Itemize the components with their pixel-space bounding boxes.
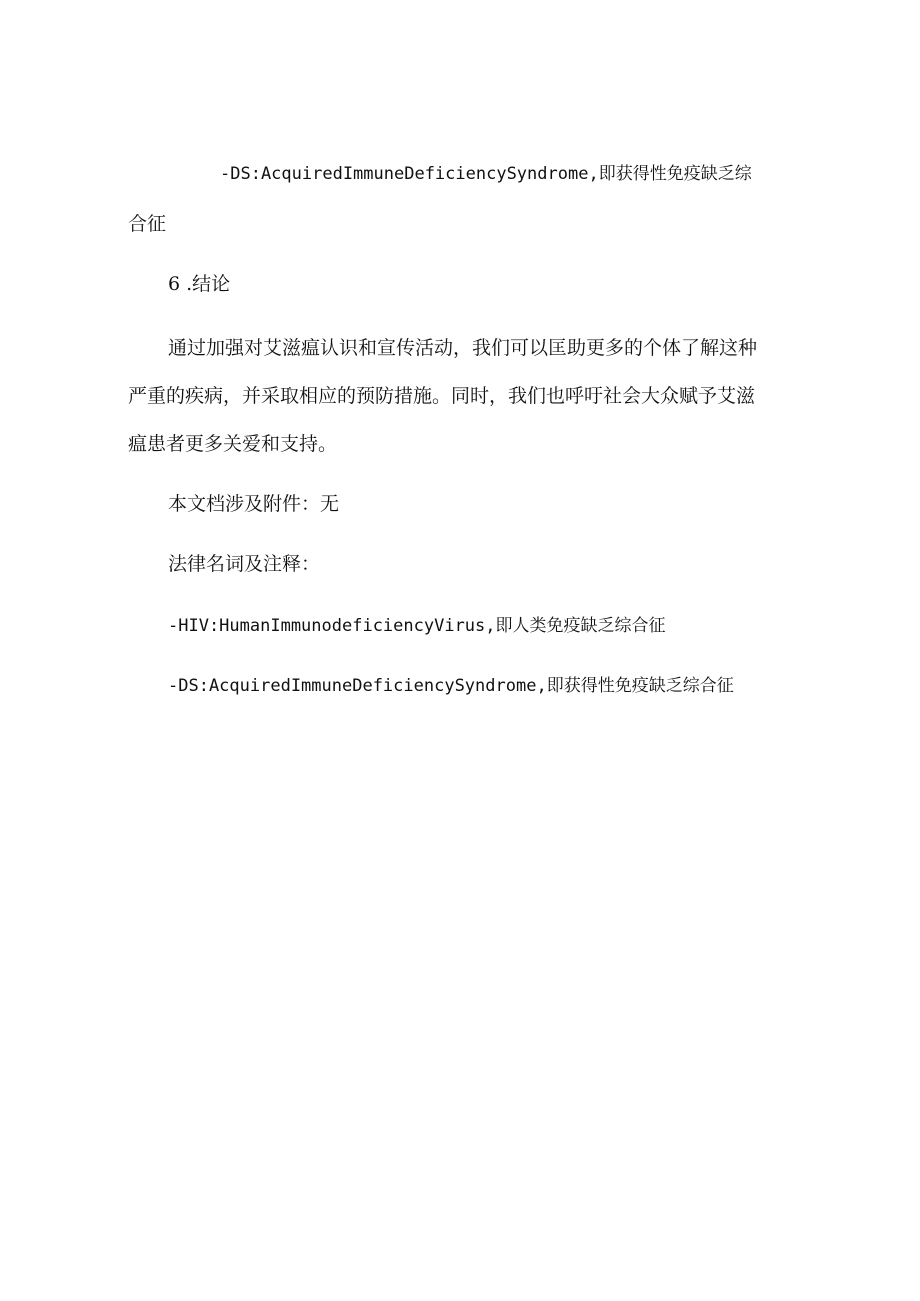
legal-terms-heading: 法律名词及注释：	[168, 553, 321, 575]
conclusion-paragraph-line2: 严重的疾病，并采取相应的预防措施。同时，我们也呼吁社会大众赋予艾滋	[128, 385, 756, 407]
attachments-line: 本文档涉及附件：无	[168, 493, 340, 515]
definition-ds-continued-line1: -DS:AcquiredImmuneDeficiencySyndrome,即获得性免疫缺乏综	[220, 164, 752, 184]
definition-ds: -DS:AcquiredImmuneDeficiencySyndrome,即获得性免疫缺乏综合征	[168, 676, 734, 696]
section-heading-conclusion: 6 .结论	[168, 273, 231, 295]
conclusion-paragraph-line1: 通过加强对艾滋瘟认识和宣传活动，我们可以匡助更多的个体了解这种	[168, 337, 758, 359]
definition-ds-continued-line2: 合征	[128, 213, 167, 235]
definition-hiv: -HIV:HumanImmunodeficiencyVirus,即人类免疫缺乏综合征	[168, 616, 666, 636]
conclusion-paragraph-line3: 瘟患者更多关爱和支持。	[128, 433, 338, 455]
